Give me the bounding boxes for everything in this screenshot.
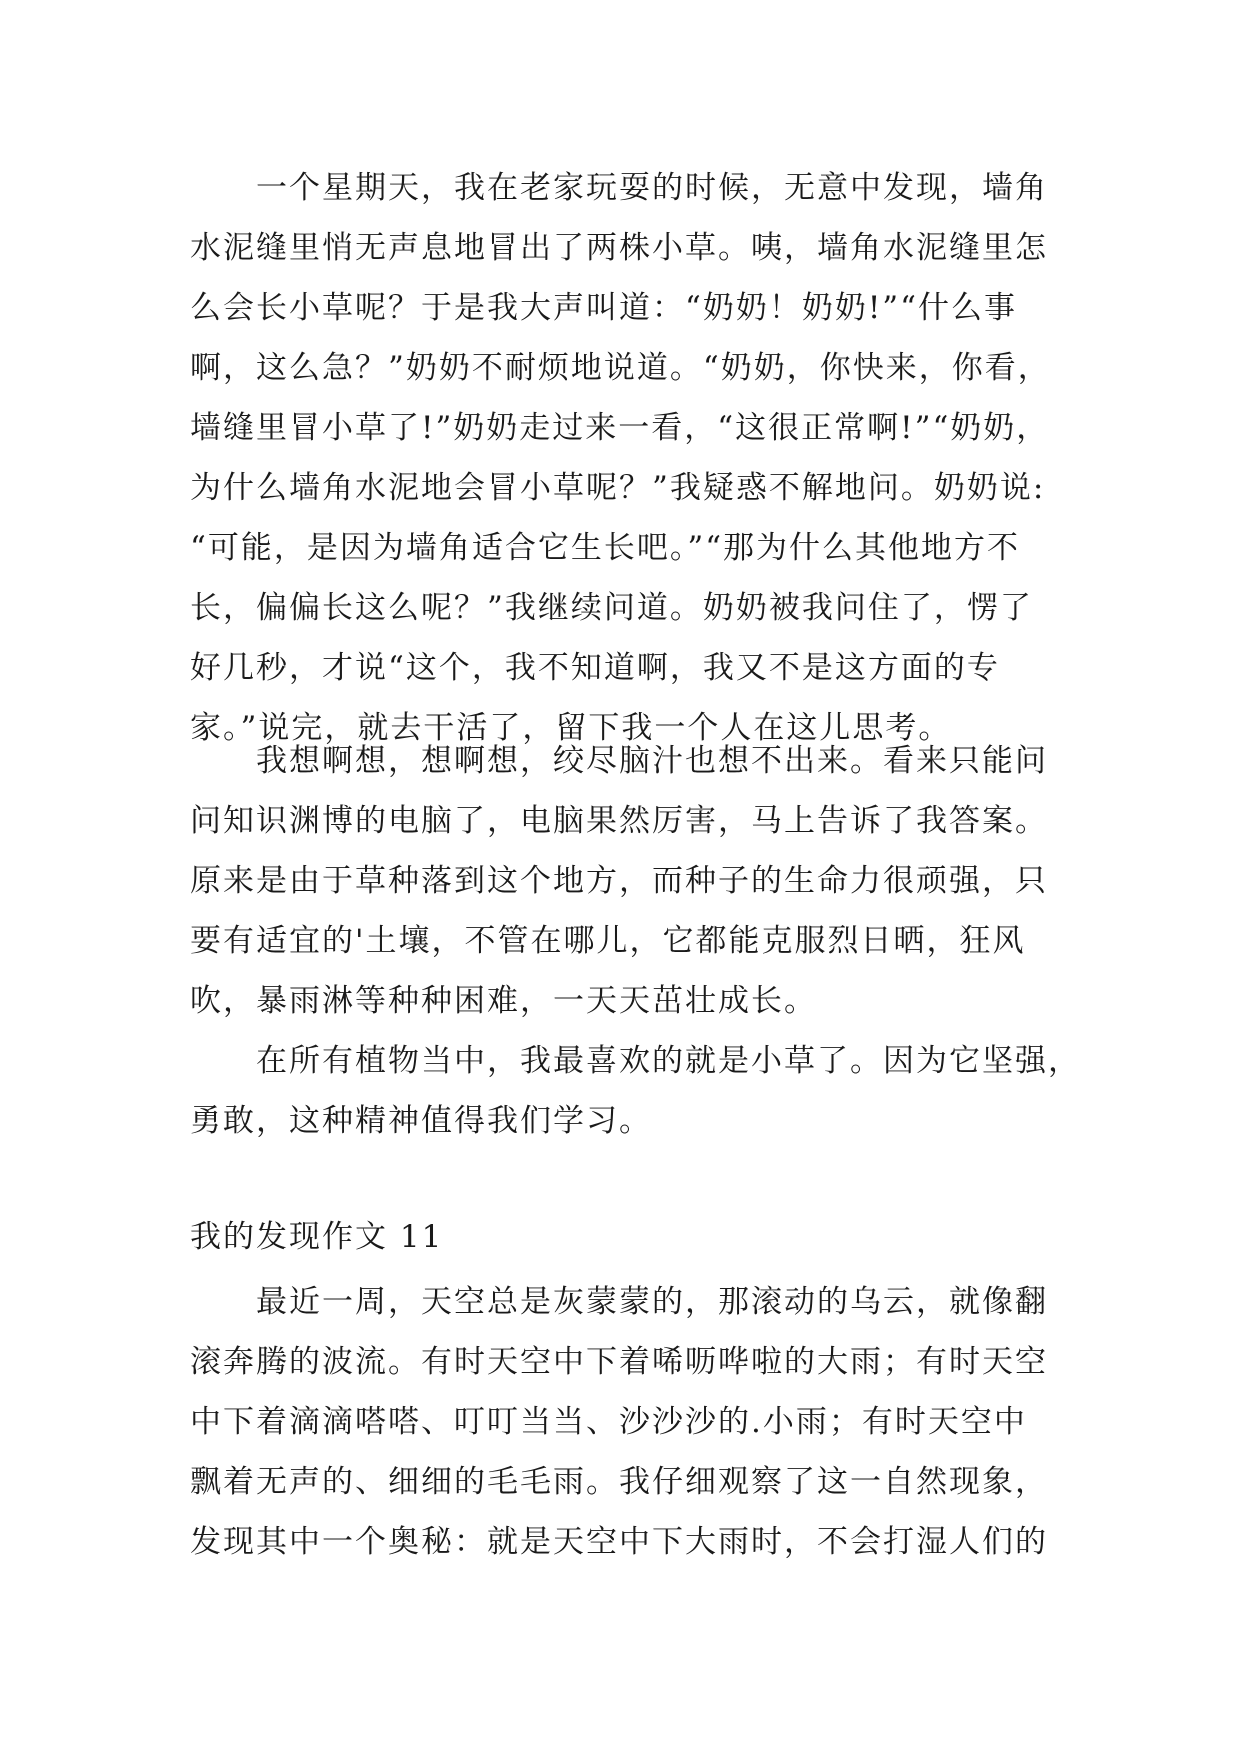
paragraph-line: 最近一周，天空总是灰蒙蒙的，那滚动的乌云，就像翻 — [256, 1284, 1048, 1320]
paragraph-line: 问知识渊博的电脑了，电脑果然厉害，马上告诉了我答案。 — [190, 803, 1048, 839]
paragraph-2 — [190, 731, 1060, 1031]
paragraph-line: 长，偏偏长这么呢？”我继续问道。奶奶被我问住了，愣了 — [190, 590, 1033, 626]
paragraph-4 — [190, 1272, 1060, 1572]
paragraph-line: 勇敢，这种精神值得我们学习。 — [190, 1103, 652, 1139]
paragraph-line: 墙缝里冒小草了!”奶奶走过来一看，“这很正常啊!”“奶奶， — [190, 410, 1050, 446]
paragraph-line: 家。”说完，就去干活了，留下我一个人在这儿思考。 — [190, 710, 952, 746]
paragraph-line: 要有适宜的'土壤，不管在哪儿，它都能克服烈日晒，狂风 — [190, 923, 1026, 959]
paragraph-line: 一个星期天，我在老家玩耍的时候，无意中发现，墙角 — [256, 170, 1048, 206]
paragraph-3 — [190, 1031, 1081, 1151]
essay-title: 我的发现作文 11 — [190, 1219, 444, 1255]
paragraph-line: 好几秒，才说“这个，我不知道啊，我又不是这方面的专 — [190, 650, 1000, 686]
paragraph-line: 飘着无声的、细细的毛毛雨。我仔细观察了这一自然现象， — [190, 1464, 1048, 1500]
paragraph-line: 滚奔腾的波流。有时天空中下着唏呖哗啦的大雨；有时天空 — [190, 1344, 1048, 1380]
paragraph-line: “可能，是因为墙角适合它生长吧。”“那为什么其他地方不 — [190, 530, 1021, 566]
paragraph-line: 么会长小草呢？于是我大声叫道：“奶奶！奶奶!”“什么事 — [190, 290, 1017, 326]
paragraph-line: 原来是由于草种落到这个地方，而种子的生命力很顽强，只 — [190, 863, 1048, 899]
paragraph-line: 我想啊想，想啊想，绞尽脑汁也想不出来。看来只能问 — [256, 743, 1048, 779]
paragraph-line: 中下着滴滴嗒嗒、叮叮当当、沙沙沙的.小雨；有时天空中 — [190, 1404, 1027, 1440]
paragraph-line: 啊，这么急？”奶奶不耐烦地说道。“奶奶，你快来，你看， — [190, 350, 1051, 386]
paragraph-line: 吹，暴雨淋等种种困难，一天天茁壮成长。 — [190, 983, 817, 1019]
paragraph-line: 为什么墙角水泥地会冒小草呢？”我疑惑不解地问。奶奶说: — [190, 470, 1046, 506]
paragraph-line: 在所有植物当中，我最喜欢的就是小草了。因为它坚强， — [256, 1043, 1081, 1079]
paragraph-line: 发现其中一个奥秘：就是天空中下大雨时，不会打湿人们的 — [190, 1524, 1048, 1560]
paragraph-line: 水泥缝里悄无声息地冒出了两株小草。咦，墙角水泥缝里怎 — [190, 230, 1048, 266]
paragraph-1 — [190, 158, 1060, 758]
